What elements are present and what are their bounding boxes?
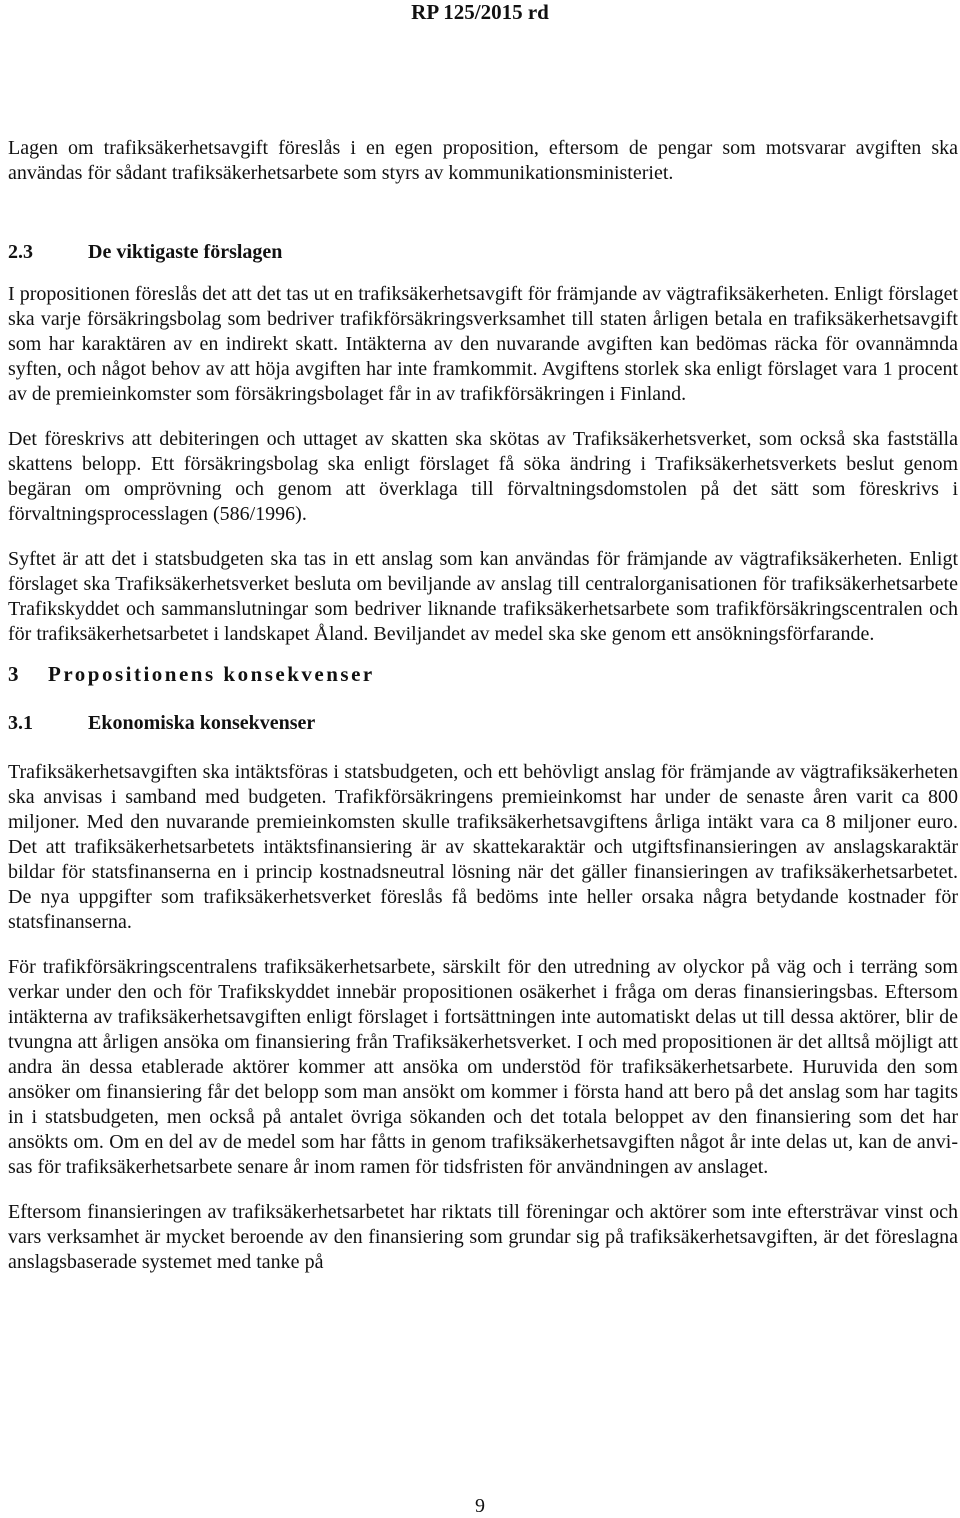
paragraph-associations: Eftersom finansieringen av trafiksäkerhetsarbetet har riktats till föreningar och aktörer som inte eftersträvar vinst och vars verksamhet är mycket beroende av den finansiering som grundar sig på trafiksäkerhetsavgiften, är det föreslagna anslagsbaserade systemet med tanke på [8,1201,958,1273]
paragraph-proposals: I propositionen föreslås det att det tas ut en trafiksäkerhetsavgift för främjande av vägtrafiksäkerheten. Enligt förslaget ska varje försäkringsbolag som bedriver trafikförsäkringsverksamhet till staten årligen betala en trafiksäkerhetsavgift som har karaktären av en indirekt skatt. Intäkterna av den nuvarande avgiften kan bedömas räcka för ovannämnda syften, och något behov av att höja avgiften har inte framkommit. Avgiftens storlek ska enligt förslaget vara 1 procent av de premieinkomster som försäkringsbolaget får in av trafikförsäkringen i Finland. [8,283,958,405]
section-title: Propositionens konsekvenser [48,662,375,686]
section-heading-3 [8,662,958,687]
section-heading-3-1 [8,711,958,736]
paragraph-traffic-insurance-centre: För trafikförsäkringscentralens trafiksäkerhetsarbete, särskilt för den utredning av olyckor på väg och i terräng som verkar under den och för Trafikskyddet innebär propositionen osäkerhet i fråga om deras finansieringsbas. Eftersom intäkterna av trafiksäkerhetsavgiften enligt förslaget i fortsättningen inte automatiskt delas ut till dessa aktörer, blir de tvungna att årligen ansöka om finansiering från Trafiksäkerhetsverket. I och med propositionen är det alltså möjligt att andra än dessa etablerade aktörer kommer att ansöka om understöd för trafiksäkerhetsarbete. Huruvida den som ansöker om finansiering får det belopp som man ansökt om kommer i första hand att bero på det anslag som har tagits in i statsbudgeten, men också på antalet övriga sökanden och det totala beloppet av den finansiering som det har ansökts om. Om en del av de medel som har fåtts in genom trafiksäkerhetsavgiften något år inte delas ut, kan de anvisas för trafiksäkerhetsarbete senare år inom ramen för tidsfristen för användningen av anslaget. [8,956,958,1178]
document-header: RP 125/2015 rd [411,0,549,24]
section-number: 3.1 [8,712,33,734]
document-body [8,136,958,1275]
section-number: 2.3 [8,241,33,263]
section-title: Ekonomiska konsekvenser [88,712,316,734]
section-number: 3 [8,662,19,686]
paragraph-tax-collection: Det föreskrivs att debiteringen och uttaget av skatten ska skötas av Trafiksäkerhetsverket, som också ska fastställa skattens belopp. Ett försäkringsbolag ska enligt förslaget få söka ändring i Trafiksäkerhetsverkets beslut genom begäran om omprövning och genom att överklaga till förvaltningsdomstolen på det sätt som föreskrivs i förvaltningsprocesslagen (586/1996). [8,428,958,525]
section-title: De viktigaste förslagen [88,241,283,263]
paragraph-purpose: Syftet är att det i statsbudgeten ska tas in ett anslag som kan användas för främjande av vägtrafiksäkerheten. Enligt förslaget ska Trafiksäkerhetsverket besluta om beviljande av anslag till centralorganisationen för trafiksäkerhetsarbete Trafikskyddet och sammanslutningar som bedriver liknande trafiksäkerhetsarbete som trafikförsäkringscentralen och för trafiksäkerhetsarbetet i landskapet Åland. Beviljandet av medel ska ske genom ett ansökningsförfarande. [8,548,958,645]
paragraph-intro: Lagen om trafiksäkerhetsavgift föreslås i en egen proposition, eftersom de pengar som motsvarar avgiften ska användas för sådant trafiksäkerhetsarbete som styrs av kommunikationsministeriet. [8,137,958,184]
paragraph-economic-effects: Trafiksäkerhetsavgiften ska intäktsföras i statsbudgeten, och ett behövligt anslag för främjande av vägtrafiksäkerheten ska anvisas i samband med budgeten. Trafikförsäkringens premieinkomst har under de senaste åren varit ca 800 miljoner. Med den nuvarande premieinkomsten skulle trafiksäkerhetsavgiftens årliga intäkt vara ca 8 miljoner euro. Det att trafiksäkerhetsarbetets intäktsfinansiering är av skattekaraktär och utgiftsfinansieringen av anslagskaraktär bildar för statsfinanserna en i princip kostnadsneutral lösning när det gäller finansieringen av trafiksäkerhetsarbetet. De nya uppgifter som trafiksäkerhetsverket föreslås få bedöms inte heller orsaka några betydande kostnader för statsfinanserna. [8,761,958,933]
section-heading-2-3 [8,240,958,265]
page-number: 9 [475,1495,485,1517]
